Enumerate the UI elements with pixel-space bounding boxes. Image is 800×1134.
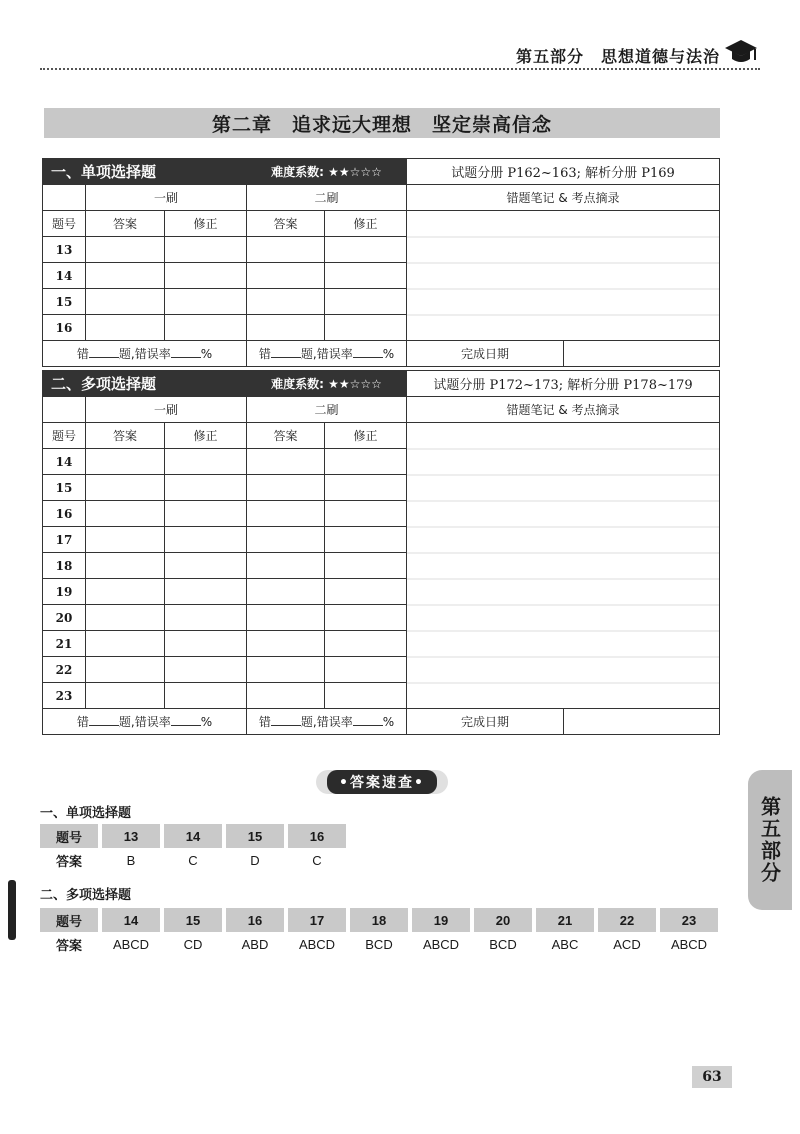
- notes-header: 错题笔记 & 考点摘录: [407, 397, 720, 423]
- multi-choice-table: [42, 370, 720, 735]
- difficulty-rating: 难度系数: ★★☆☆☆: [247, 159, 407, 185]
- col-answer-header: 答案: [247, 423, 325, 449]
- graduation-cap-icon: [724, 38, 758, 66]
- table-row: 14: [43, 449, 720, 475]
- table-row: 20: [43, 605, 720, 631]
- col-answer-header: 答案: [247, 211, 325, 237]
- header-rule: [40, 68, 760, 70]
- col-fix-header: 修正: [165, 211, 247, 237]
- round1-header: 一刷: [86, 397, 247, 423]
- answer-check-title: •答案速查•: [316, 770, 448, 794]
- table-row: 13: [43, 237, 720, 263]
- answer-multi-heading: 二、多项选择题: [40, 888, 132, 903]
- part-side-tab: 第五部分: [748, 770, 792, 910]
- table-row: 15: [43, 475, 720, 501]
- reference-pages: 试题分册 P162~163; 解析分册 P169: [407, 159, 720, 185]
- col-number-header: 题号: [43, 211, 86, 237]
- round1-header: 一刷: [86, 185, 247, 211]
- col-fix-header: 修正: [165, 423, 247, 449]
- table-row: 15: [43, 289, 720, 315]
- error-rate-round2: 错 题,错误率 %: [247, 341, 407, 367]
- completion-date-field[interactable]: [564, 709, 720, 735]
- round2-header: 二刷: [247, 185, 407, 211]
- col-answer-header: 答案: [86, 423, 165, 449]
- notes-area[interactable]: [407, 423, 720, 709]
- running-header: 第五部分 思想道德与法治: [515, 47, 720, 66]
- table-row: 16: [43, 501, 720, 527]
- notes-area[interactable]: [407, 211, 720, 341]
- table-row: 19: [43, 579, 720, 605]
- table-row: 23: [43, 683, 720, 709]
- col-fix-header: 修正: [325, 211, 407, 237]
- page-number: 63: [692, 1066, 732, 1088]
- section-title: 二、多项选择题: [43, 371, 247, 397]
- answer-single-table: 题号 13 14 15 16 答案 B C D C: [40, 824, 346, 872]
- completion-date-label: 完成日期: [407, 341, 564, 367]
- error-rate-round2: 错 题,错误率 %: [247, 709, 407, 735]
- col-answer-header: 答案: [86, 211, 165, 237]
- difficulty-rating: 难度系数: ★★☆☆☆: [247, 371, 407, 397]
- completion-date-field[interactable]: [564, 341, 720, 367]
- table-row: 18: [43, 553, 720, 579]
- chapter-title: 第二章 追求远大理想 坚定崇高信念: [44, 108, 720, 138]
- notes-header: 错题笔记 & 考点摘录: [407, 185, 720, 211]
- table-row: 17: [43, 527, 720, 553]
- col-fix-header: 修正: [325, 423, 407, 449]
- completion-date-label: 完成日期: [407, 709, 564, 735]
- section-title: 一、单项选择题: [43, 159, 247, 185]
- answer-single-heading: 一、单项选择题: [40, 806, 132, 821]
- table-row: 16: [43, 315, 720, 341]
- error-rate-round1: 错 题,错误率 %: [43, 341, 247, 367]
- error-rate-round1: 错 题,错误率 %: [43, 709, 247, 735]
- table-row: 22: [43, 657, 720, 683]
- round2-header: 二刷: [247, 397, 407, 423]
- reference-pages: 试题分册 P172~173; 解析分册 P178~179: [407, 371, 720, 397]
- table-row: 14: [43, 263, 720, 289]
- binding-mark: [8, 880, 16, 940]
- answer-multi-table: 题号 14 15 16 17 18 19 20 21 22 23 答案 ABCD CD ABD ABCD BCD ABCD BCD ABC ACD ABCD: [40, 908, 718, 956]
- col-number-header: 题号: [43, 423, 86, 449]
- table-row: 21: [43, 631, 720, 657]
- single-choice-table: [42, 158, 720, 367]
